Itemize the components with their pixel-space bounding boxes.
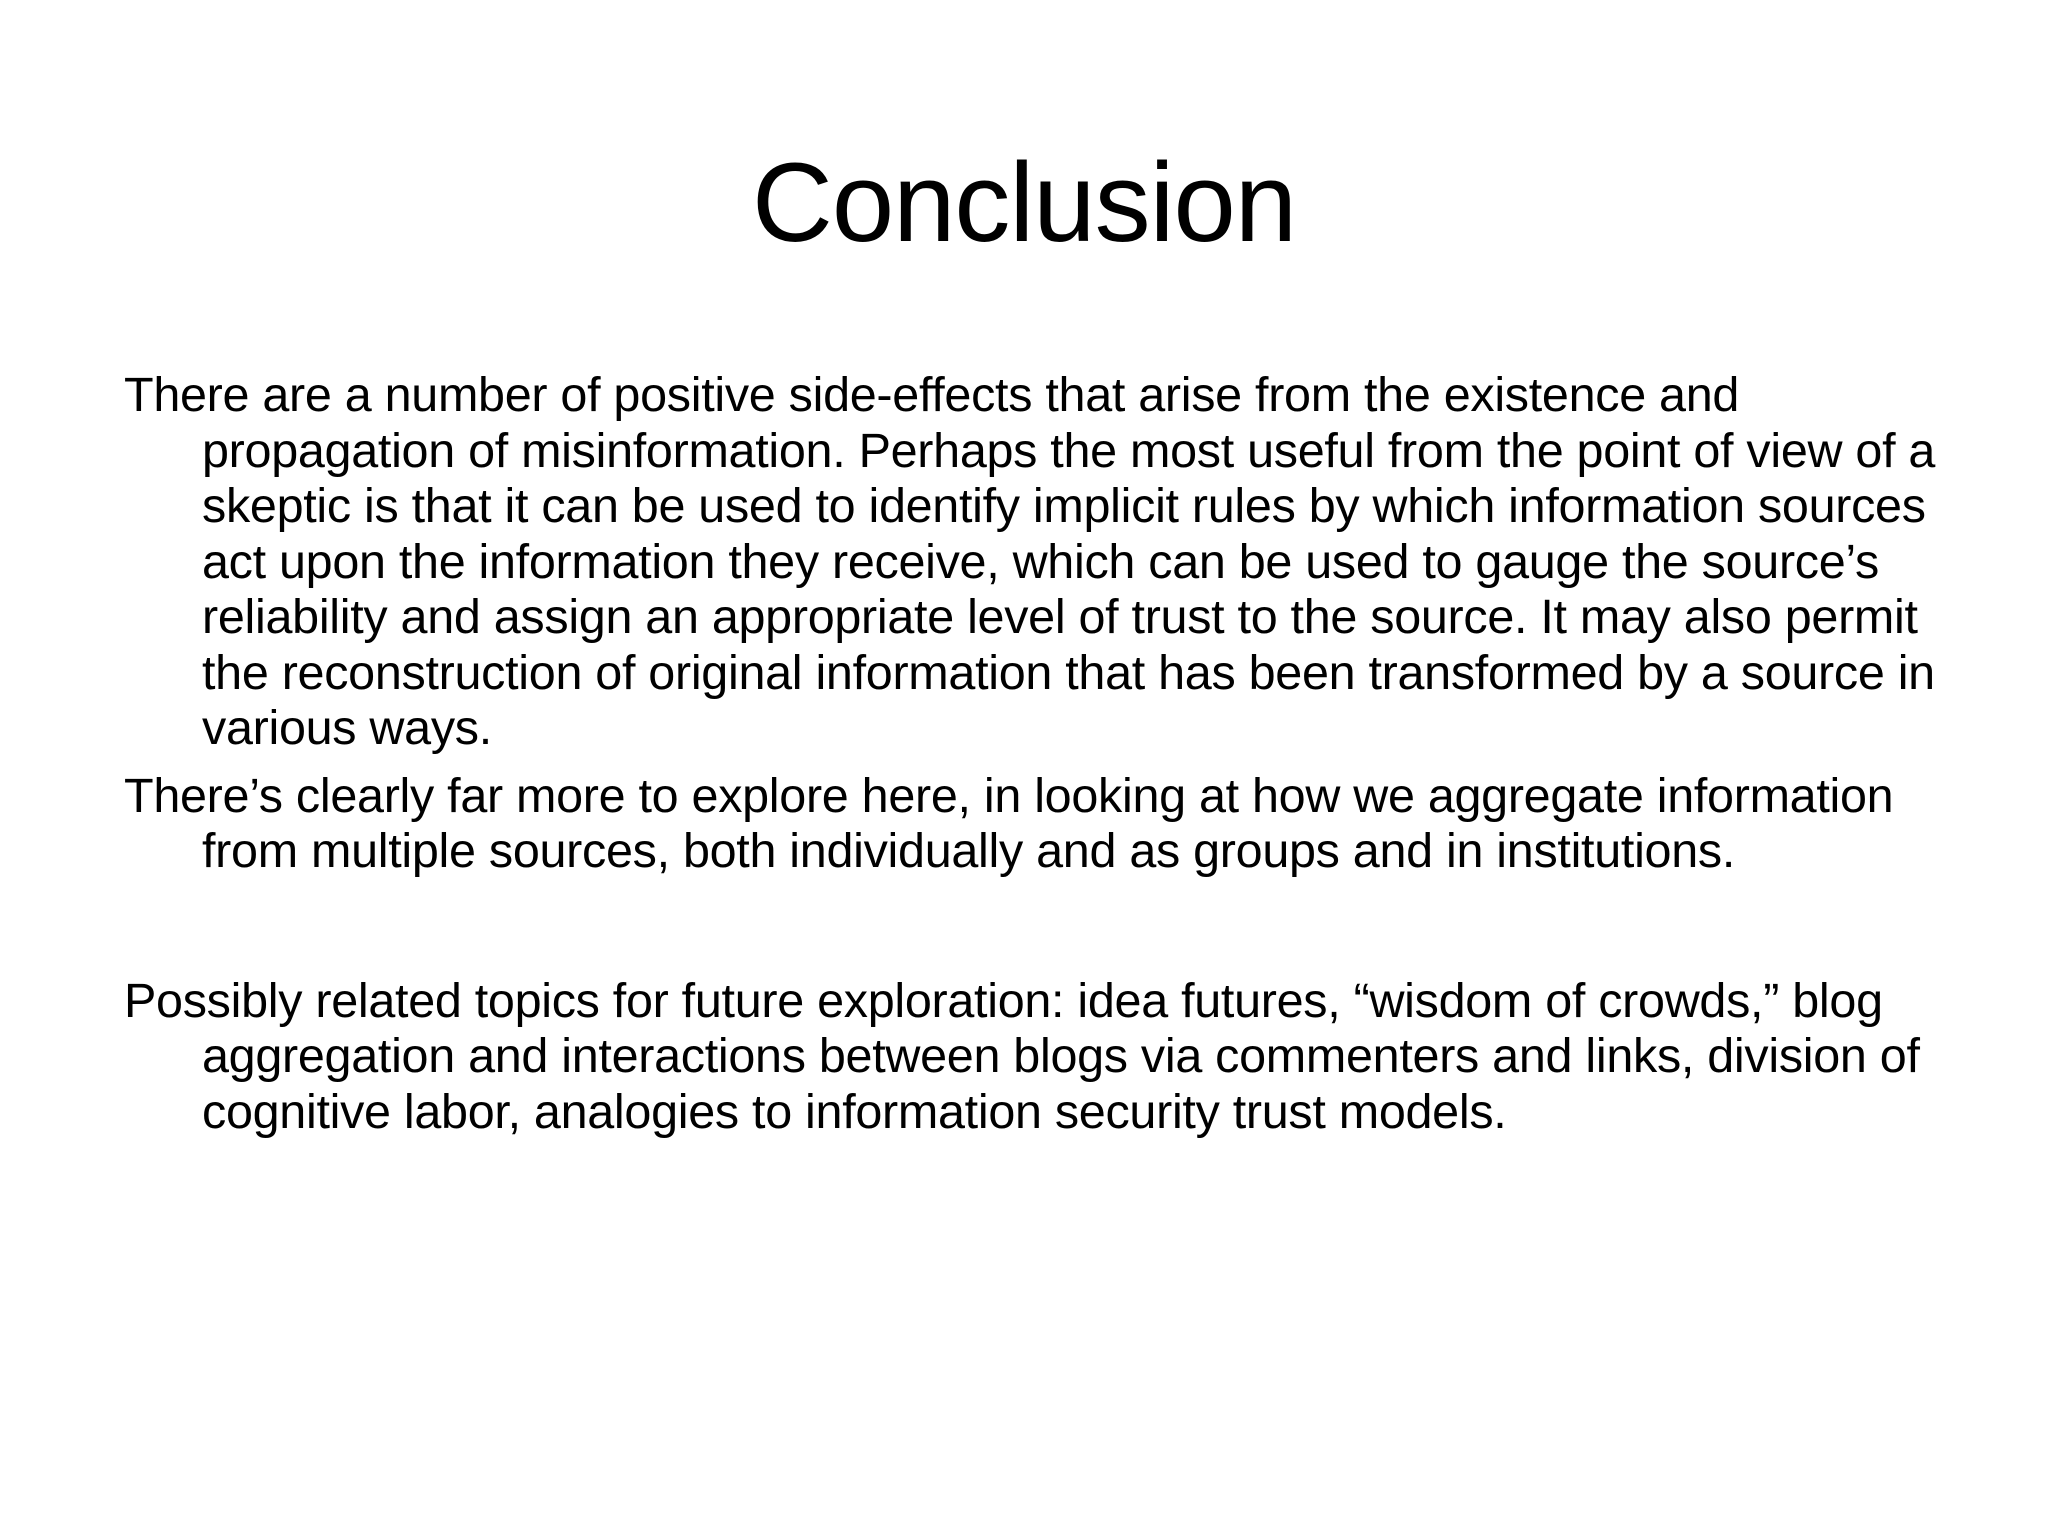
- slide-title: Conclusion: [751, 140, 1297, 265]
- paragraph-related-topics: Possibly related topics for future exploration: idea futures, “wisdom of crowds,” blog aggregation and interactions between blogs via commenters and links, division of cognitive labor, analogies to information security trust models.: [124, 973, 1920, 1139]
- paragraph-positive-side-effects: There are a number of positive side-effects that arise from the existence and propagation of misinformation. Perhaps the most useful from the point of view of a skeptic is that it can be used to identify implicit rules by which information sources act upon the information they receive, which can be used to gauge the source’s reliability and assign an appropriate level of trust to the source. It may also permit the reconstruction of original information that has been transformed by a source in various ways.: [124, 368, 1936, 755]
- slide-body: [124, 368, 1944, 1140]
- paragraph-more-to-explore: There’s clearly far more to explore here, in looking at how we aggregate information from multiple sources, both individually and as groups and in institutions.: [124, 768, 1894, 878]
